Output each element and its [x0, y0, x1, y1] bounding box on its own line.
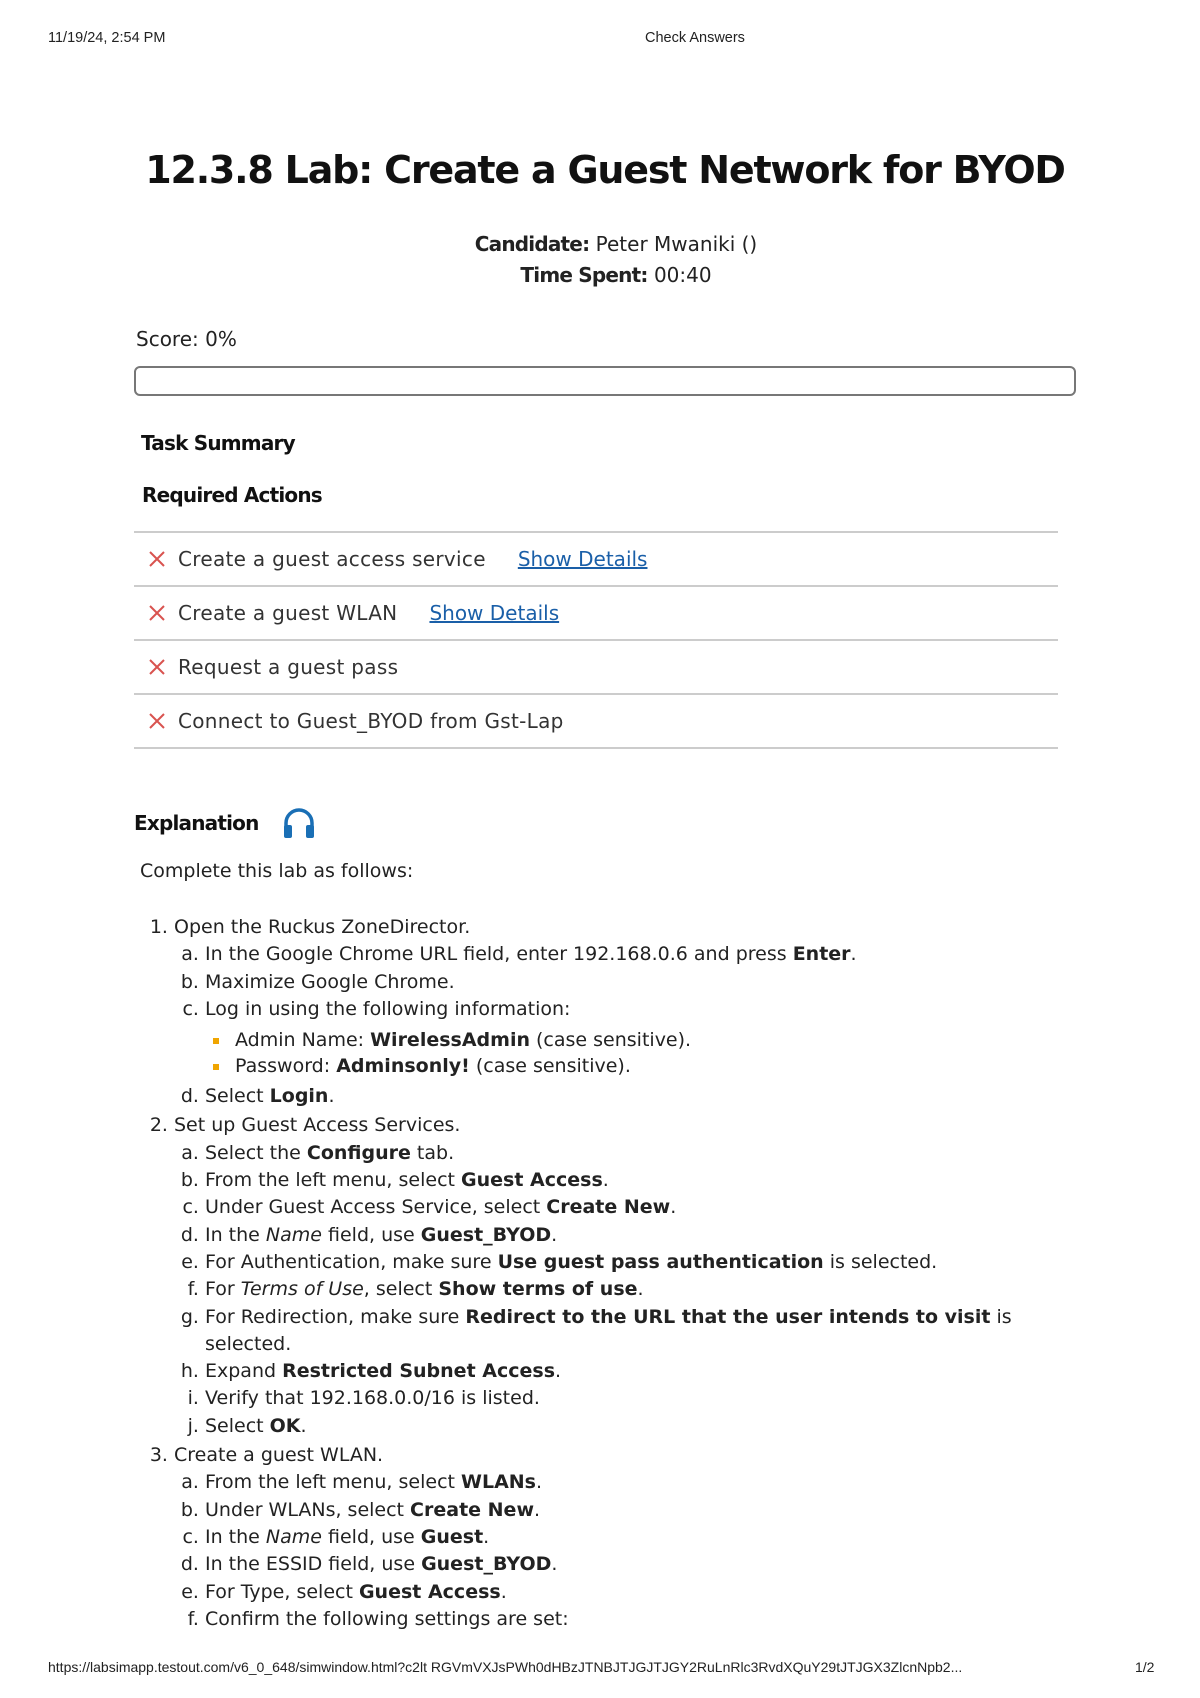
bullet-item: Password: Adminsonly! (case sensitive).	[235, 1053, 1092, 1079]
substep-item: d. In the ESSID field, use Guest_BYOD.	[205, 1551, 1092, 1578]
task-summary-heading: Task Summary	[141, 431, 295, 455]
candidate-line	[0, 232, 1200, 256]
substep-item: h. Expand Restricted Subnet Access.	[205, 1358, 1092, 1385]
required-actions-list	[134, 531, 1058, 749]
substep-item: f. For Terms of Use, select Show terms of use.	[205, 1276, 1092, 1303]
substep-item: c. Under Guest Access Service, select Create New.	[205, 1194, 1092, 1221]
bullet-item: Admin Name: WirelessAdmin (case sensitive).	[235, 1027, 1092, 1053]
substep-item: e. For Authentication, make sure Use guest pass authentication is selected.	[205, 1249, 1092, 1276]
substep-item: d. In the Name field, use Guest_BYOD.	[205, 1222, 1092, 1249]
explanation-heading: Explanation	[134, 811, 259, 835]
action-row	[134, 641, 1058, 695]
footer-url: https://labsimapp.testout.com/v6_0_648/simwindow.html?c2lt RGVmVXJsPWh0dHBzJTNBJTJGJTJGY2RuLnRlc3RvdXQuY29tJTJGX3ZlcnNpb2...	[48, 1659, 963, 1675]
substep-item: d. Select Login.	[205, 1083, 1092, 1110]
action-text: Connect to Guest_BYOD from Gst-Lap	[178, 709, 564, 733]
show-details-link[interactable]: Show Details	[429, 601, 560, 625]
score-progress-bar	[134, 366, 1076, 396]
step-title: Open the Ruckus ZoneDirector.	[174, 916, 471, 938]
substep-item: b. Under WLANs, select Create New.	[205, 1497, 1092, 1524]
required-actions-heading: Required Actions	[142, 483, 322, 507]
substep-item: a. Select the Configure tab.	[205, 1140, 1092, 1167]
step-item	[174, 1112, 1092, 1440]
substep-item: c. In the Name field, use Guest.	[205, 1524, 1092, 1551]
header-datetime: 11/19/24, 2:54 PM	[48, 30, 166, 46]
substep-item: b. From the left menu, select Guest Access.	[205, 1167, 1092, 1194]
time-spent-value: 00:40	[653, 263, 712, 287]
fail-x-icon	[148, 658, 166, 676]
action-row	[134, 695, 1058, 749]
action-text: Request a guest pass	[178, 655, 399, 679]
action-text: Create a guest WLAN	[178, 601, 398, 625]
explanation-intro: Complete this lab as follows:	[140, 860, 414, 882]
action-text: Create a guest access service	[178, 547, 486, 571]
substep-item: a. From the left menu, select WLANs.	[205, 1469, 1092, 1496]
instruction-steps	[152, 914, 1092, 1635]
footer-page-number: 1/2	[1135, 1659, 1155, 1675]
substep-item: e. For Type, select Guest Access.	[205, 1579, 1092, 1606]
step-title: Set up Guest Access Services.	[174, 1114, 461, 1137]
headphones-icon[interactable]	[281, 806, 317, 840]
explanation-header	[134, 806, 317, 840]
page-title: 12.3.8 Lab: Create a Guest Network for BYOD	[145, 148, 1065, 192]
substep-item: c. Log in using the following information: Admin Name: WirelessAdmin (case sensitive). Password: Adminsonly! (case sensitive).	[205, 996, 1092, 1079]
substep-item: a. In the Google Chrome URL field, enter 192.168.0.6 and press Enter.	[205, 941, 1092, 968]
substep-item: f. Confirm the following settings are set:	[205, 1606, 1092, 1633]
show-details-link[interactable]: Show Details	[517, 547, 648, 571]
substep-item: b. Maximize Google Chrome.	[205, 969, 1092, 996]
action-row	[134, 587, 1058, 641]
candidate-label: Candidate:	[474, 232, 590, 256]
time-spent-label: Time Spent:	[520, 263, 648, 287]
substep-item: g. For Redirection, make sure Redirect to the URL that the user intends to visit is selected.	[205, 1304, 1092, 1359]
substep-item: i. Verify that 192.168.0.0/16 is listed.	[205, 1385, 1092, 1412]
score-label: Score: 0%	[136, 327, 237, 351]
time-spent-line	[0, 263, 1200, 287]
candidate-value: Peter Mwaniki ()	[595, 232, 758, 256]
fail-x-icon	[148, 604, 166, 622]
step-item	[174, 1442, 1092, 1633]
fail-x-icon	[148, 712, 166, 730]
step-title: Create a guest WLAN.	[174, 1444, 384, 1467]
substep-item: j. Select OK.	[205, 1413, 1092, 1440]
action-row	[134, 533, 1058, 587]
fail-x-icon	[148, 550, 166, 568]
header-page-title: Check Answers	[645, 30, 745, 46]
step-item	[174, 914, 1092, 1110]
